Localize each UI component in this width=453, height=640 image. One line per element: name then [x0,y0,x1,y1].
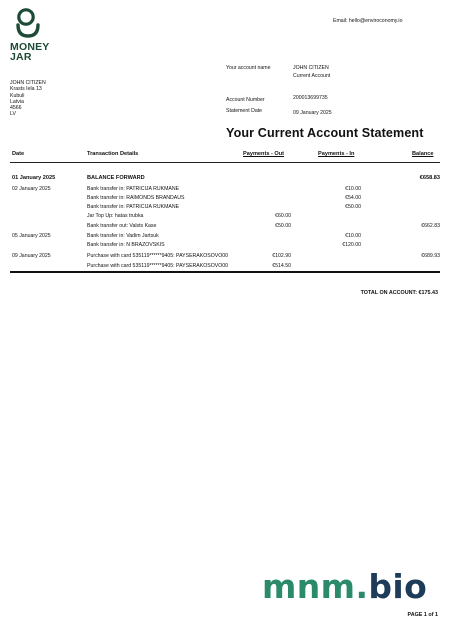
address-line: 4566 [10,105,22,112]
row-balance: €689.93 [421,252,440,259]
contact-email[interactable]: Email: hello@enviroconomy.io [333,18,403,24]
row-payment-in: €50.00 [345,204,361,210]
statement-date-value: 09 January 2025 [293,110,332,116]
row-date: 02 January 2025 [12,185,51,192]
row-payment-in: €54.00 [345,194,361,201]
table-row [0,253,453,261]
table-row [0,204,453,212]
row-details: Bank transfer in: PATRICIJA RUKMANE [87,185,180,192]
row-payment-in: €120.00 [342,242,361,248]
brand-logo [10,8,62,66]
row-balance: €662.83 [421,223,440,229]
total-on-account: TOTAL ON ACCOUNT: €175.43 [360,290,438,296]
address-line: Latvia [10,98,24,105]
address-line: LV [10,111,16,118]
row-payment-in: €10.00 [345,185,361,192]
table-bottom-rule [10,271,440,273]
table-row [0,186,453,194]
table-row [0,233,453,241]
header-balance: Balance [412,151,434,157]
header-date: Date [12,151,25,157]
row-payment-out: €514.50 [272,262,291,269]
table-row [0,223,453,231]
row-details: Bank transfer in: RAIMONDS BRANDAUS [87,194,185,201]
row-payment-out: €102.90 [272,252,291,259]
watermark-logo [262,569,427,605]
table-row [0,213,453,221]
row-details: Purchase with card 535119******9405: PAYSERAKOSOVO00 [87,262,229,269]
statement-date-label: Statement Date [226,108,263,114]
header-details: Transaction Details [87,151,139,157]
brand-name-line1: MONEY [10,41,50,53]
page-number: PAGE 1 of 1 [407,612,438,618]
customer-address [10,80,46,118]
table-row [0,175,453,183]
account-number-value: 200013699735 [293,95,328,101]
row-details: Bank transfer in: N BRAZOVSKIS [87,242,165,248]
header-payments-in: Payments - In [318,151,355,157]
row-details: Bank transfer out: Valsts Kase [87,223,157,229]
row-details: Purchase with card 535119******9405: PAYSERAKOSOVO00 [87,252,229,259]
table-row [0,242,453,250]
watermark-part2: bio [368,567,428,606]
row-payment-out: €50.00 [275,223,291,229]
account-type-value: Current Account [293,73,331,79]
row-payment-in: €10.00 [345,233,361,239]
row-details: Bank transfer in: Vadim Jartsuk [87,233,159,239]
address-line: JOHN CITIZEN [10,80,46,86]
table-row [0,195,453,203]
table-row [0,263,453,271]
watermark-part1: mnm [262,567,356,606]
money-jar-icon [14,8,42,38]
header-payments-out: Payments - Out [243,151,285,157]
account-number-label: Account Number [226,97,265,103]
brand-name-line2: JAR [10,51,32,63]
row-details: Jar Top Up: hatas trubka [87,213,144,219]
row-payment-out: €60.00 [275,213,291,219]
address-line: Kubuli [10,92,25,99]
watermark-dot: . [355,567,369,606]
statement-title: Your Current Account Statement [226,126,424,140]
account-name-value: JOHN CITIZEN [293,65,329,71]
row-date: 05 January 2025 [12,233,51,239]
row-details: BALANCE FORWARD [87,175,145,181]
account-name-label: Your account name [226,65,271,71]
row-details: Bank transfer in: PATRICIJA RUKMANE [87,204,180,210]
header-divider [10,162,440,163]
address-line: Krasts Iela 13 [10,86,42,93]
row-date: 01 January 2025 [12,175,56,181]
row-balance: €658.83 [419,175,440,181]
row-date: 09 January 2025 [12,252,51,259]
